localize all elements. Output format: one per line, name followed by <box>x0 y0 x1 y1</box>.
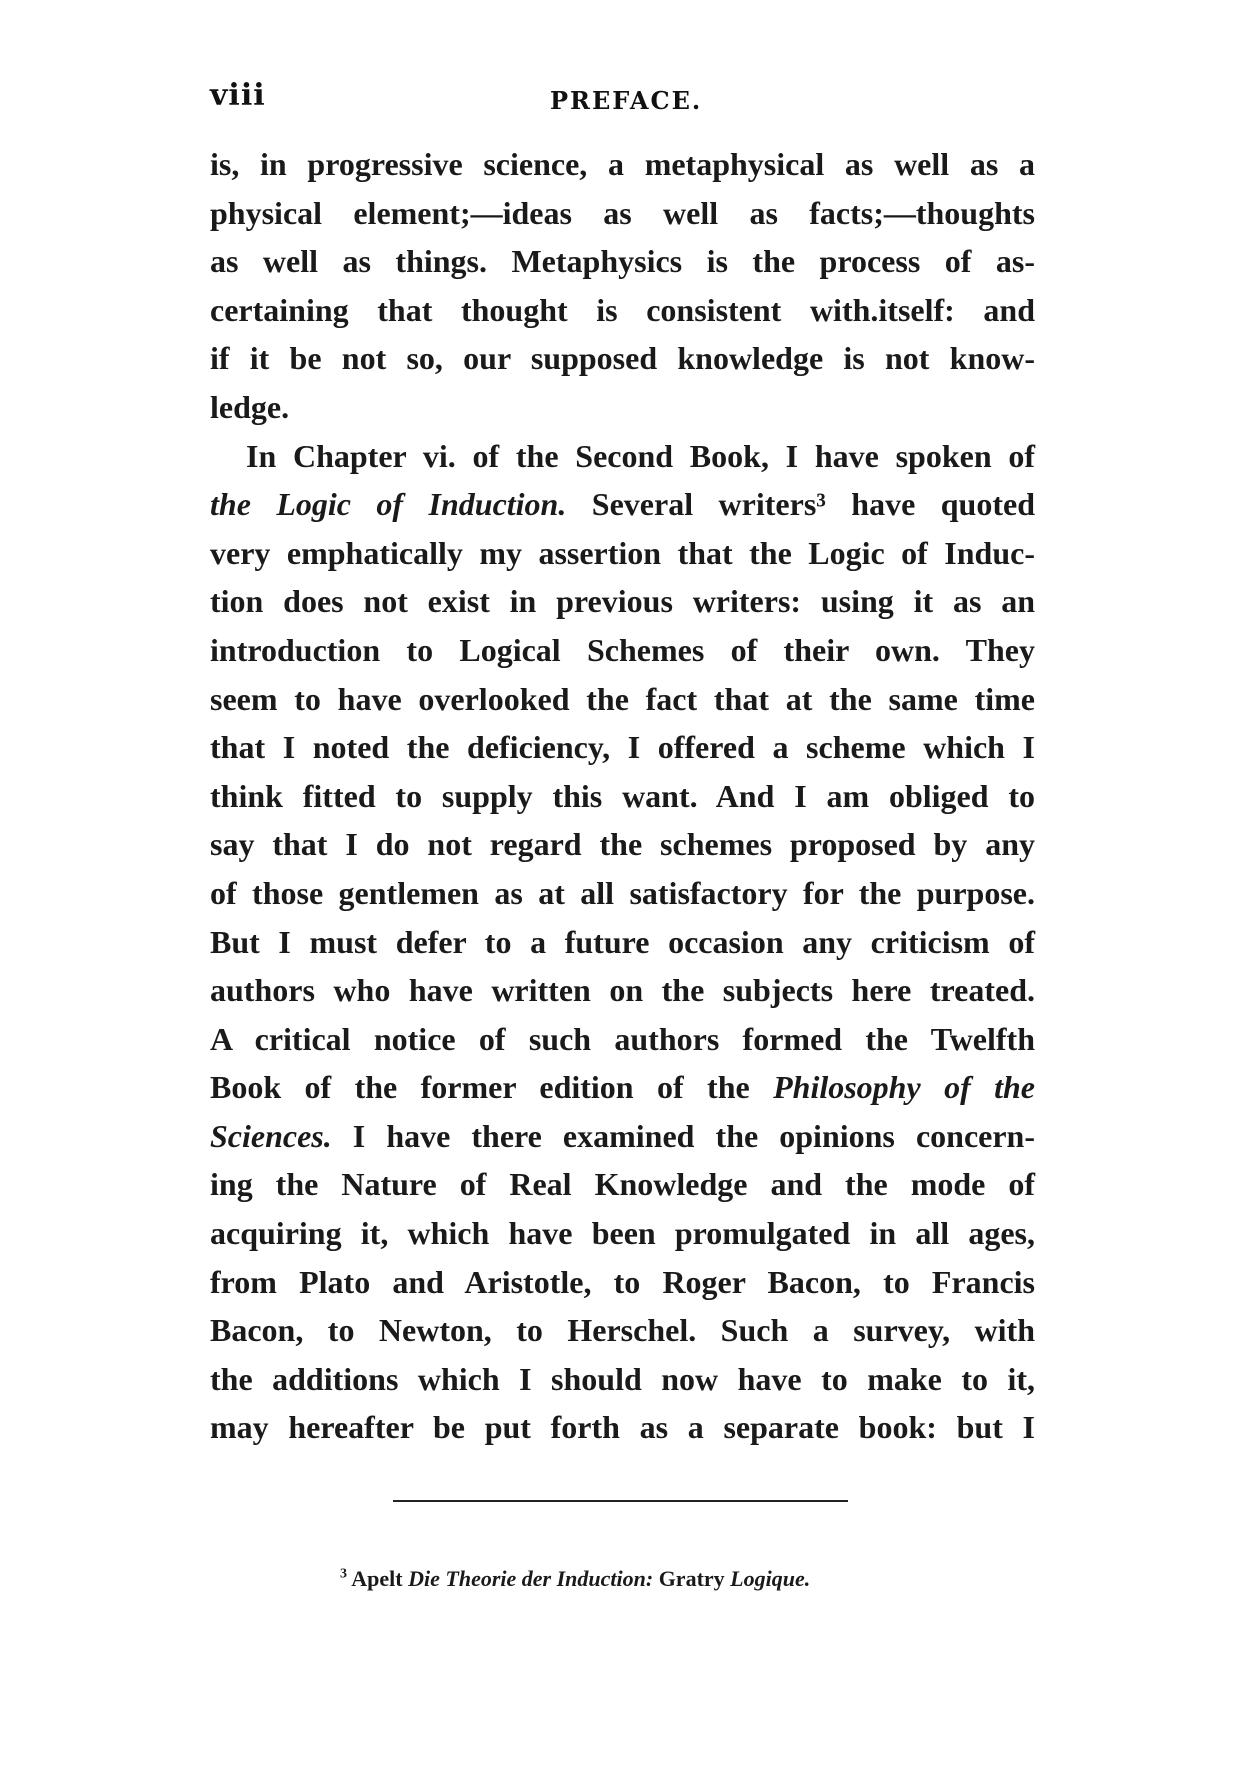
italic-title: the Logic of Induction. <box>210 486 567 523</box>
page-header <box>210 78 1040 128</box>
text-line <box>210 480 1035 529</box>
text-line: In Chapter vi. of the Second Book, I have spoken of <box>246 437 1035 474</box>
text-line: acquiring it, which have been promulgated in all ages, <box>210 1215 1035 1252</box>
footnote-author: Apelt <box>351 1566 409 1591</box>
footnote-author: Gratry <box>653 1566 731 1591</box>
text-line: But I must defer to a future occasion any criticism of <box>210 923 1035 960</box>
text-line: ledge. <box>210 388 290 425</box>
text-line: that I noted the deficiency, I offered a scheme which I <box>210 729 1035 766</box>
footnote <box>340 1566 810 1592</box>
text-line: the additions which I should now have to make to it, <box>210 1360 1035 1397</box>
text-line: may hereafter be put forth as a separate book: but I <box>210 1409 1035 1446</box>
text-line: Bacon, to Newton, to Herschel. Such a survey, with <box>210 1312 1035 1349</box>
text-line: certaining that thought is consistent with.itself: and <box>210 291 1035 328</box>
text-line: of those gentlemen as at all satisfactory for the purpose. <box>210 874 1035 911</box>
footnote-divider <box>393 1500 848 1502</box>
text-line: physical element;—ideas as well as facts;—thoughts <box>210 194 1035 231</box>
text-line: very emphatically my assertion that the Logic of Induc- <box>210 534 1035 571</box>
text-line: tion does not exist in previous writers: using it as an <box>210 583 1035 620</box>
text-fragment: Several writers³ have quoted <box>566 486 1036 523</box>
footnote-title: Logique. <box>730 1566 811 1591</box>
text-line: A critical notice of such authors formed the Twelfth <box>210 1020 1035 1057</box>
footnote-marker: 3 <box>340 1566 347 1582</box>
text-line: as well as things. Metaphysics is the process of as- <box>210 243 1035 280</box>
text-line: authors who have written on the subjects here treated. <box>210 972 1035 1009</box>
text-line: from Plato and Aristotle, to Roger Bacon, to Francis <box>210 1263 1035 1300</box>
footnote-title: Die Theorie der Induction: <box>408 1566 654 1591</box>
text-line <box>210 1112 1035 1161</box>
italic-title: Philosophy of the <box>773 1069 1036 1106</box>
text-line: seem to have overlooked the fact that at the same time <box>210 680 1035 717</box>
text-line: ing the Nature of Real Knowledge and the mode of <box>210 1166 1035 1203</box>
text-fragment: Book of the former edition of the <box>210 1069 774 1106</box>
text-line <box>210 1063 1035 1112</box>
italic-title: Sciences. <box>210 1117 332 1154</box>
text-line: is, in progressive science, a metaphysical as well as a <box>210 146 1035 182</box>
text-line: think fitted to supply this want. And I am obliged to <box>210 777 1035 814</box>
text-line: say that I do not regard the schemes proposed by any <box>210 826 1035 863</box>
text-fragment: I have there examined the opinions concern- <box>331 1117 1035 1154</box>
running-title: PREFACE. <box>550 86 703 115</box>
page-number: viii <box>210 78 266 113</box>
text-line: introduction to Logical Schemes of their own. They <box>210 631 1035 668</box>
body-text <box>210 140 1035 1452</box>
text-line: if it be not so, our supposed knowledge is not know- <box>210 340 1035 377</box>
